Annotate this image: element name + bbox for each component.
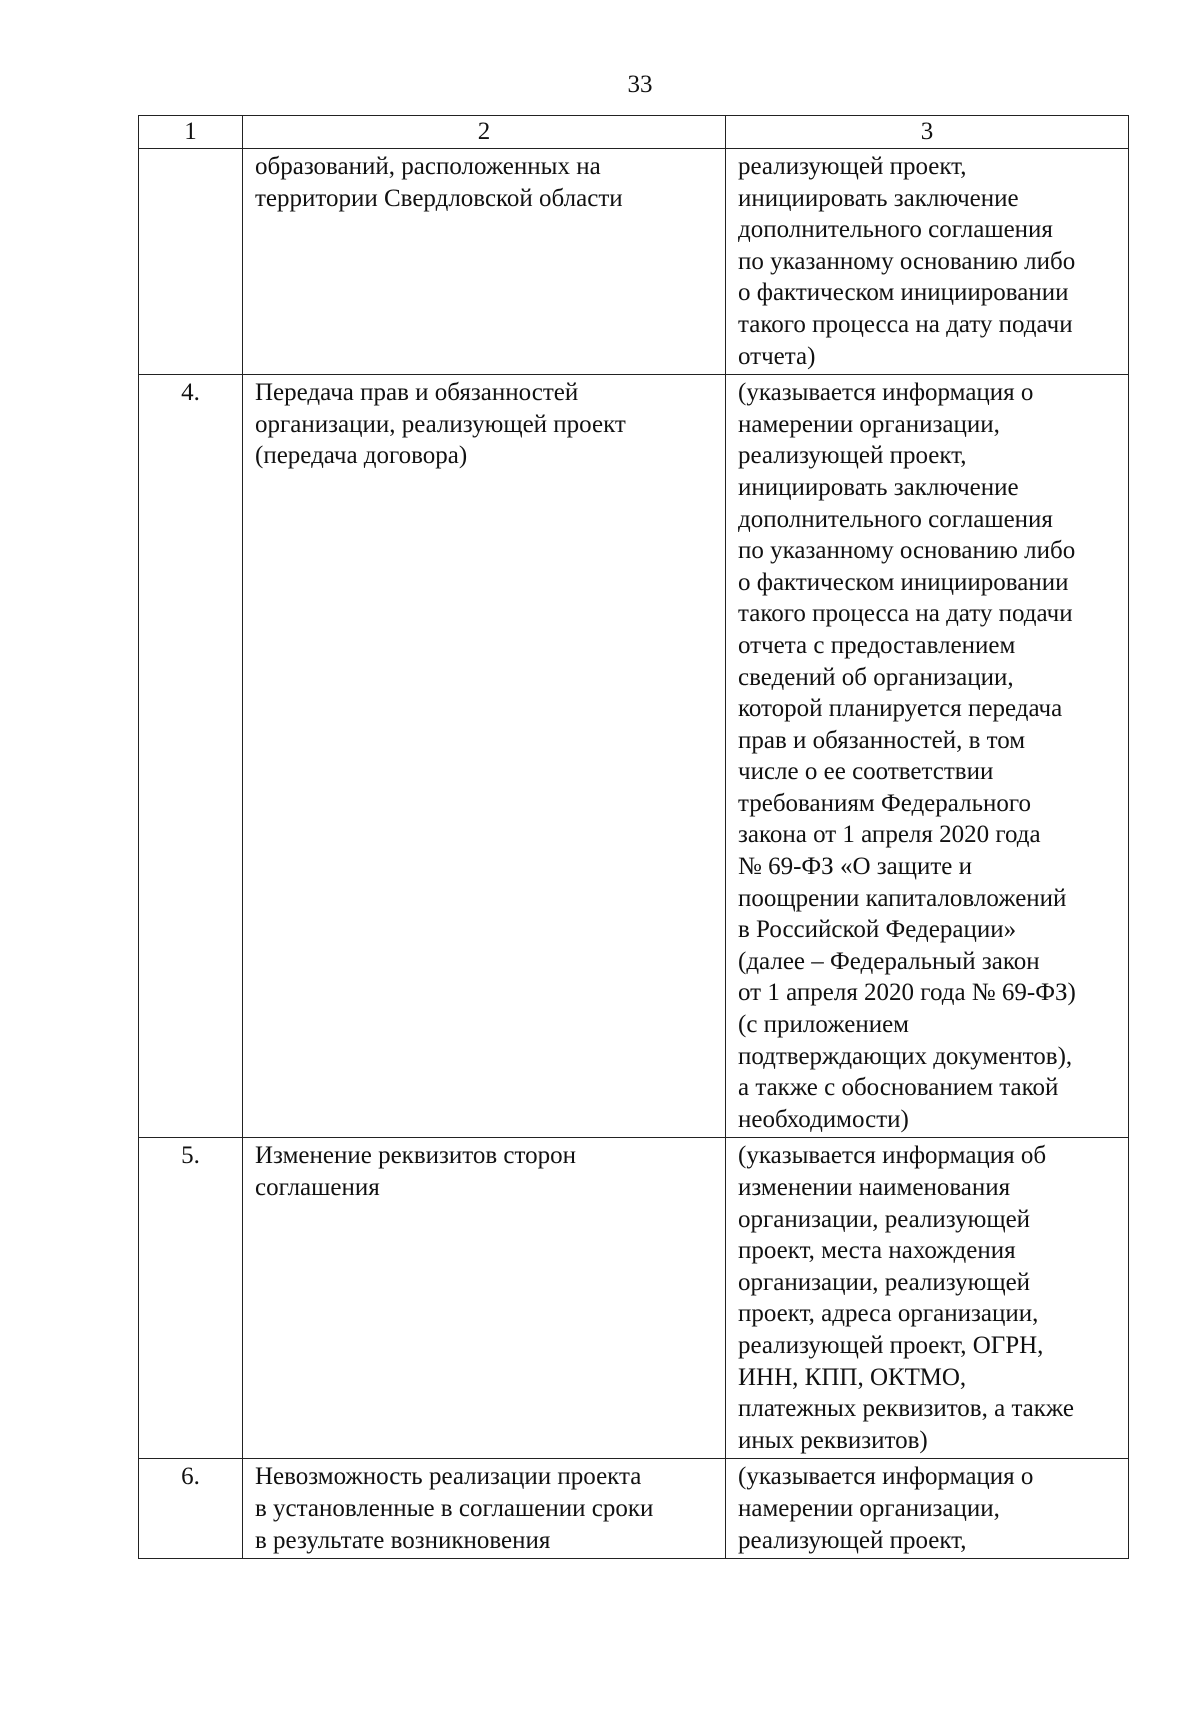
cell-text-line: от 1 апреля 2020 года № 69-ФЗ) — [738, 979, 1076, 1007]
cell-text-line: реализующей проект, — [738, 1526, 967, 1554]
cell-text-line: инициировать заключение — [738, 184, 1019, 212]
cell-text-line: организации, реализующей — [738, 1268, 1031, 1296]
cell-text-line: подтверждающих документов), — [738, 1042, 1073, 1070]
required-info-cell — [726, 149, 1129, 375]
table-body — [139, 149, 1129, 1559]
cell-text-line: дополнительного соглашения — [738, 216, 1053, 244]
cell-text-line: по указанному основанию либо — [738, 537, 1076, 565]
cell-text-line: дополнительного соглашения — [738, 505, 1053, 533]
table-row — [139, 375, 1129, 1138]
cell-text-line: проект, адреса организации, — [738, 1300, 1039, 1328]
cell-text-line: организации, реализующей — [738, 1205, 1031, 1233]
cell-text-line: реализующей проект, — [738, 442, 967, 470]
row-number — [139, 149, 243, 375]
cell-text-line: намерении организации, — [738, 1494, 1000, 1522]
cell-text-line: организации, реализующей проект — [255, 410, 626, 438]
cell-text-line: территории Свердловской области — [255, 184, 623, 212]
cell-text-line: (указывается информация о — [738, 1463, 1034, 1491]
table-header-row — [139, 116, 1129, 149]
row-number: 6. — [139, 1459, 243, 1559]
cell-text-line: (передача договора) — [255, 442, 468, 470]
row-number: 5. — [139, 1138, 243, 1459]
cell-text-line: намерении организации, — [738, 410, 1000, 438]
cell-text-line: в Российской Федерации» — [738, 916, 1017, 944]
cell-text-line: числе о ее соответствии — [738, 758, 994, 786]
cell-text-line: (указывается информация о — [738, 379, 1034, 407]
cell-text-line: № 69-ФЗ «О защите и — [738, 853, 973, 881]
cell-text-line: (указывается информация об — [738, 1142, 1047, 1170]
row-number: 4. — [139, 375, 243, 1138]
cell-text-line: сведений об организации, — [738, 663, 1014, 691]
cell-text-line: а также с обоснованием такой — [738, 1074, 1059, 1102]
cell-text-line: (далее – Федеральный закон — [738, 947, 1040, 975]
document-table — [138, 115, 1129, 1559]
cell-text-line: инициировать заключение — [738, 473, 1019, 501]
cell-text-line: проект, места нахождения — [738, 1237, 1016, 1265]
cell-text-line: изменении наименования — [738, 1174, 1011, 1201]
required-info-cell — [726, 1138, 1129, 1459]
cell-text-line: по указанному основанию либо — [738, 247, 1076, 275]
cell-text-line: которой планируется передача — [738, 695, 1063, 723]
change-reason-cell — [243, 1459, 726, 1559]
cell-text-line: такого процесса на дату подачи — [738, 600, 1073, 628]
cell-text-line: о фактическом инициировании — [738, 279, 1069, 307]
column-header-3: 3 — [726, 116, 1129, 149]
cell-text-line: Изменение реквизитов сторон — [255, 1142, 576, 1170]
cell-text-line: отчета) — [738, 342, 816, 370]
cell-text-line: реализующей проект, — [738, 153, 967, 180]
cell-text-line: (с приложением — [738, 1011, 909, 1039]
cell-text-line: в установленные в соглашении сроки — [255, 1494, 654, 1522]
cell-text-line: закона от 1 апреля 2020 года — [738, 821, 1041, 849]
cell-text-line: прав и обязанностей, в том — [738, 726, 1026, 754]
table-row — [139, 149, 1129, 375]
change-reason-cell — [243, 149, 726, 375]
required-info-cell — [726, 1459, 1129, 1559]
cell-text-line: необходимости) — [738, 1105, 909, 1133]
table-row — [139, 1459, 1129, 1559]
change-reason-cell — [243, 1138, 726, 1459]
change-reason-cell — [243, 375, 726, 1138]
cell-text-line: Передача прав и обязанностей — [255, 379, 579, 407]
cell-text-line: образований, расположенных на — [255, 153, 601, 180]
cell-text-line: Невозможность реализации проекта — [255, 1463, 642, 1491]
cell-text-line: о фактическом инициировании — [738, 568, 1069, 596]
table-row — [139, 1138, 1129, 1459]
cell-text-line: отчета с предоставлением — [738, 631, 1016, 659]
cell-text-line: ИНН, КПП, ОКТМО, — [738, 1363, 967, 1391]
cell-text-line: реализующей проект, ОГРН, — [738, 1331, 1044, 1359]
column-header-1: 1 — [139, 116, 243, 149]
page-number: 33 — [627, 71, 653, 98]
column-header-2: 2 — [243, 116, 726, 149]
cell-text-line: требованиям Федерального — [738, 789, 1031, 817]
cell-text-line: соглашения — [255, 1174, 380, 1201]
required-info-cell — [726, 375, 1129, 1138]
cell-text-line: поощрении капиталовложений — [738, 884, 1067, 912]
cell-text-line: иных реквизитов) — [738, 1426, 928, 1454]
cell-text-line: такого процесса на дату подачи — [738, 310, 1073, 338]
cell-text-line: платежных реквизитов, а также — [738, 1395, 1074, 1423]
cell-text-line: в результате возникновения — [255, 1526, 551, 1554]
